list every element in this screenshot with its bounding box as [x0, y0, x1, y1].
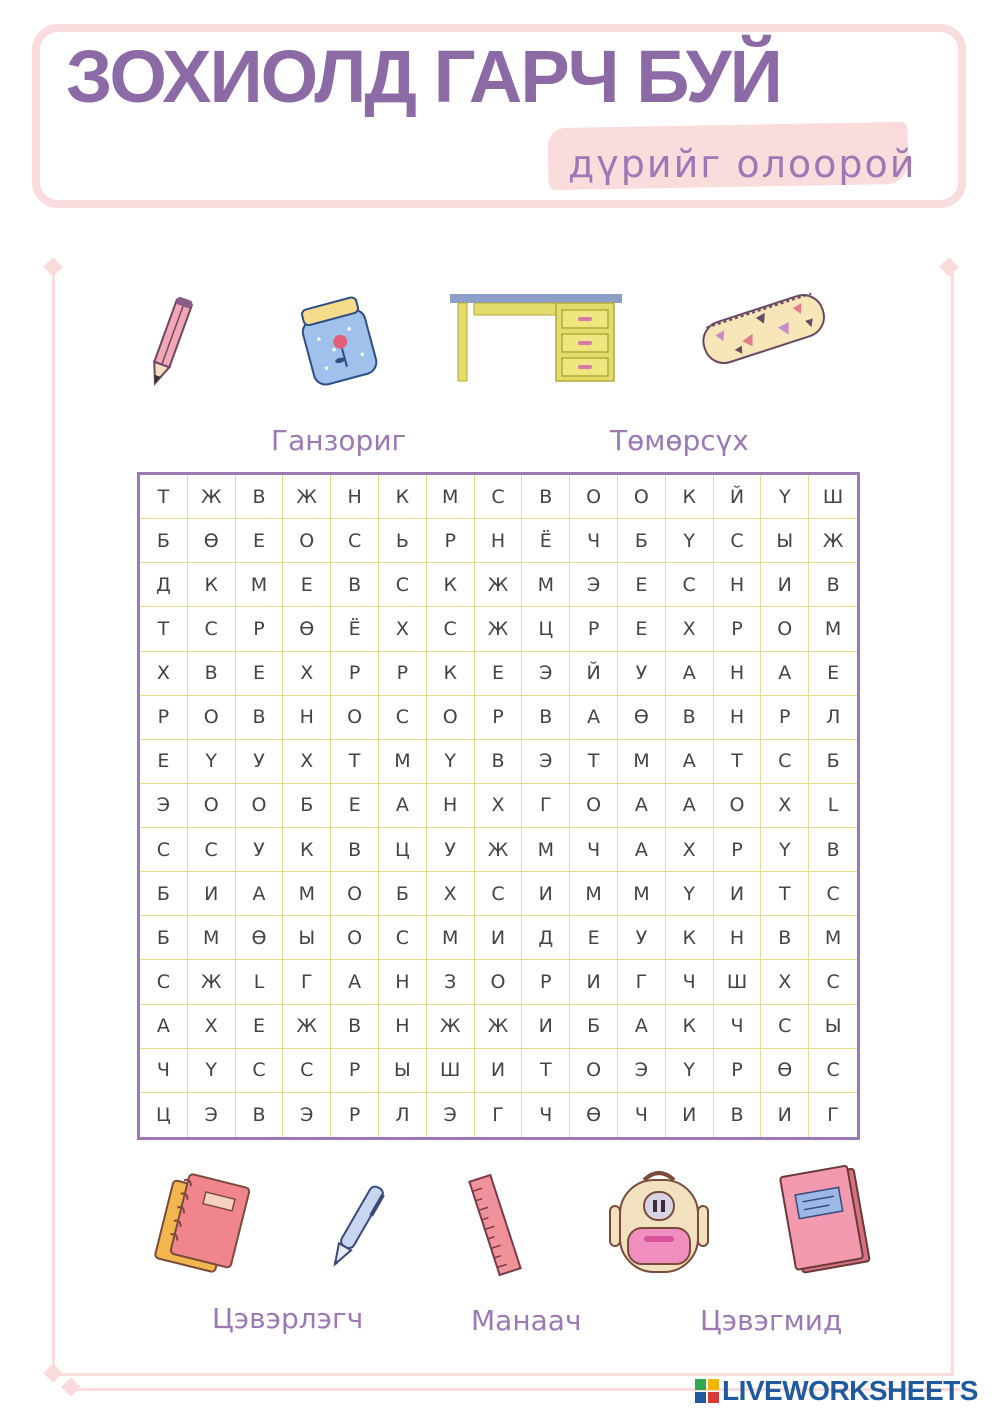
- grid-cell: Р: [331, 652, 379, 696]
- grid-cell: Н: [714, 563, 762, 607]
- grid-cell: Ч: [140, 1049, 188, 1093]
- grid-cell: Б: [140, 916, 188, 960]
- grid-cell: Е: [236, 652, 284, 696]
- grid-cell: Э: [188, 1093, 236, 1137]
- grid-cell: Ү: [761, 828, 809, 872]
- grid-cell: М: [427, 916, 475, 960]
- grid-cell: С: [379, 563, 427, 607]
- grid-cell: О: [236, 784, 284, 828]
- grid-cell: И: [188, 872, 236, 916]
- grid-cell: Ж: [188, 475, 236, 519]
- grid-cell: Ь: [379, 519, 427, 563]
- grid-cell: В: [236, 696, 284, 740]
- grid-cell: И: [475, 1049, 523, 1093]
- page-title: ЗОХИОЛД ГАРЧ БУЙ: [66, 35, 781, 118]
- grid-cell: В: [331, 1005, 379, 1049]
- grid-cell: Н: [379, 1005, 427, 1049]
- grid-cell: Э: [522, 652, 570, 696]
- notebooks-icon: [150, 1170, 254, 1278]
- grid-cell: Т: [331, 740, 379, 784]
- grid-cell: Б: [570, 1005, 618, 1049]
- grid-cell: В: [188, 652, 236, 696]
- grid-cell: У: [427, 828, 475, 872]
- grid-cell: Х: [379, 607, 427, 651]
- grid-cell: М: [618, 872, 666, 916]
- grid-cell: В: [522, 696, 570, 740]
- desk-icon: [448, 292, 624, 384]
- grid-cell: Р: [522, 960, 570, 1004]
- grid-cell: О: [714, 784, 762, 828]
- grid-cell: В: [331, 828, 379, 872]
- grid-cell: Ж: [427, 1005, 475, 1049]
- grid-cell: Ж: [475, 828, 523, 872]
- grid-cell: Н: [427, 784, 475, 828]
- pencil-case-icon: [696, 290, 832, 370]
- grid-cell: С: [140, 960, 188, 1004]
- grid-cell: Е: [331, 784, 379, 828]
- grid-cell: А: [761, 652, 809, 696]
- grid-cell: И: [475, 916, 523, 960]
- grid-cell: В: [809, 563, 857, 607]
- grid-cell: О: [331, 696, 379, 740]
- grid-cell: Р: [714, 607, 762, 651]
- grid-cell: А: [666, 784, 714, 828]
- grid-cell: М: [188, 916, 236, 960]
- grid-cell: Х: [427, 872, 475, 916]
- grid-cell: Э: [570, 563, 618, 607]
- grid-cell: Б: [809, 740, 857, 784]
- grid-cell: В: [236, 1093, 284, 1137]
- grid-cell: М: [236, 563, 284, 607]
- grid-cell: Ё: [331, 607, 379, 651]
- name-tomorsukh: Төмөрсүх: [610, 424, 749, 457]
- frame-corner-diamond: [61, 1377, 81, 1397]
- grid-cell: З: [427, 960, 475, 1004]
- grid-cell: А: [618, 828, 666, 872]
- liveworksheets-logo-icon: [694, 1378, 720, 1404]
- grid-cell: Р: [714, 1049, 762, 1093]
- grid-cell: Ш: [714, 960, 762, 1004]
- grid-cell: Н: [331, 475, 379, 519]
- grid-cell: У: [618, 652, 666, 696]
- grid-cell: И: [761, 563, 809, 607]
- grid-cell: О: [618, 475, 666, 519]
- grid-cell: М: [522, 563, 570, 607]
- grid-cell: К: [379, 475, 427, 519]
- grid-cell: Ы: [283, 916, 331, 960]
- grid-cell: Р: [761, 696, 809, 740]
- grid-cell: Д: [140, 563, 188, 607]
- grid-cell: Х: [188, 1005, 236, 1049]
- grid-cell: К: [666, 1005, 714, 1049]
- grid-cell: А: [140, 1005, 188, 1049]
- grid-cell: Ү: [427, 740, 475, 784]
- grid-cell: Б: [140, 519, 188, 563]
- grid-cell: Т: [761, 872, 809, 916]
- grid-cell: С: [809, 1049, 857, 1093]
- grid-cell: Л: [379, 1093, 427, 1137]
- grid-cell: У: [236, 828, 284, 872]
- grid-cell: В: [714, 1093, 762, 1137]
- grid-cell: Р: [714, 828, 762, 872]
- grid-cell: Б: [379, 872, 427, 916]
- grid-cell: Й: [714, 475, 762, 519]
- grid-cell: Ж: [283, 475, 331, 519]
- grid-cell: С: [666, 563, 714, 607]
- grid-cell: Б: [618, 519, 666, 563]
- name-ganzorig: Ганзориг: [271, 424, 407, 457]
- grid-cell: А: [666, 652, 714, 696]
- grid-cell: Ж: [475, 563, 523, 607]
- grid-cell: А: [666, 740, 714, 784]
- grid-cell: L: [809, 784, 857, 828]
- grid-cell: Ө: [188, 519, 236, 563]
- grid-cell: Е: [475, 652, 523, 696]
- grid-cell: Ө: [761, 1049, 809, 1093]
- grid-cell: С: [761, 1005, 809, 1049]
- grid-cell: Ч: [666, 960, 714, 1004]
- name-tseverlegch: Цэвэрлэгч: [212, 1302, 364, 1335]
- grid-cell: Н: [714, 652, 762, 696]
- grid-cell: С: [427, 607, 475, 651]
- grid-cell: Р: [570, 607, 618, 651]
- grid-cell: Ү: [761, 475, 809, 519]
- word-search-grid: [137, 472, 860, 1140]
- grid-cell: Ш: [427, 1049, 475, 1093]
- grid-cell: Е: [236, 1005, 284, 1049]
- pencil-icon: [140, 294, 200, 390]
- grid-cell: Г: [522, 784, 570, 828]
- grid-cell: Ч: [714, 1005, 762, 1049]
- grid-cell: Х: [283, 652, 331, 696]
- grid-cell: В: [522, 475, 570, 519]
- backpack-icon: [604, 1166, 714, 1276]
- grid-cell: С: [140, 828, 188, 872]
- grid-cell: Й: [570, 652, 618, 696]
- grid-cell: Л: [809, 696, 857, 740]
- grid-cell: Р: [379, 652, 427, 696]
- grid-cell: Е: [618, 607, 666, 651]
- grid-cell: Э: [618, 1049, 666, 1093]
- grid-cell: А: [570, 696, 618, 740]
- grid-cell: А: [379, 784, 427, 828]
- grid-cell: С: [283, 1049, 331, 1093]
- grid-cell: Г: [283, 960, 331, 1004]
- grid-cell: Е: [236, 519, 284, 563]
- grid-cell: Ц: [379, 828, 427, 872]
- grid-cell: Ү: [666, 1049, 714, 1093]
- grid-cell: С: [331, 519, 379, 563]
- grid-cell: М: [809, 916, 857, 960]
- grid-cell: Т: [570, 740, 618, 784]
- grid-cell: Т: [140, 475, 188, 519]
- grid-cell: О: [570, 475, 618, 519]
- grid-cell: К: [666, 916, 714, 960]
- grid-cell: О: [331, 916, 379, 960]
- grid-cell: М: [570, 872, 618, 916]
- grid-cell: Е: [283, 563, 331, 607]
- grid-cell: В: [809, 828, 857, 872]
- page-subtitle: дүрийг олоорой: [568, 142, 917, 186]
- pen-icon: [322, 1176, 392, 1276]
- grid-cell: К: [666, 475, 714, 519]
- ruler-icon: [464, 1172, 526, 1278]
- name-tsevegmid: Цэвэгмид: [700, 1304, 843, 1337]
- grid-cell: Х: [475, 784, 523, 828]
- grid-cell: Ж: [188, 960, 236, 1004]
- grid-cell: О: [570, 784, 618, 828]
- grid-cell: О: [188, 784, 236, 828]
- grid-cell: Ү: [666, 519, 714, 563]
- grid-cell: Н: [379, 960, 427, 1004]
- grid-cell: О: [283, 519, 331, 563]
- grid-cell: С: [188, 828, 236, 872]
- grid-cell: Ч: [522, 1093, 570, 1137]
- grid-cell: Ж: [475, 607, 523, 651]
- grid-cell: С: [188, 607, 236, 651]
- grid-cell: И: [522, 872, 570, 916]
- liveworksheets-logo[interactable]: [694, 1376, 994, 1406]
- grid-cell: Б: [283, 784, 331, 828]
- grid-cell: О: [188, 696, 236, 740]
- grid-cell: Н: [283, 696, 331, 740]
- grid-cell: Р: [236, 607, 284, 651]
- grid-cell: Е: [809, 652, 857, 696]
- grid-cell: Ы: [809, 1005, 857, 1049]
- grid-cell: Ц: [522, 607, 570, 651]
- grid-cell: Т: [522, 1049, 570, 1093]
- grid-cell: Ч: [570, 519, 618, 563]
- grid-cell: Х: [140, 652, 188, 696]
- grid-cell: Ж: [283, 1005, 331, 1049]
- grid-cell: О: [761, 607, 809, 651]
- grid-cell: В: [475, 740, 523, 784]
- grid-cell: М: [618, 740, 666, 784]
- grid-cell: Е: [618, 563, 666, 607]
- grid-cell: Ө: [236, 916, 284, 960]
- grid-cell: А: [236, 872, 284, 916]
- grid-cell: К: [188, 563, 236, 607]
- grid-cell: Ы: [761, 519, 809, 563]
- grid-cell: Р: [427, 519, 475, 563]
- grid-cell: Р: [475, 696, 523, 740]
- grid-cell: Х: [666, 828, 714, 872]
- grid-cell: О: [427, 696, 475, 740]
- grid-cell: Ж: [475, 1005, 523, 1049]
- grid-cell: А: [618, 784, 666, 828]
- grid-cell: Г: [827, 1103, 839, 1126]
- grid-cell: Ш: [809, 475, 857, 519]
- grid-cell: В: [761, 916, 809, 960]
- grid-cell: Г: [475, 1093, 523, 1137]
- grid-cell: Ү: [188, 1049, 236, 1093]
- grid-cell: Р: [331, 1049, 379, 1093]
- grid-cell: С: [475, 872, 523, 916]
- jar-icon: [292, 294, 386, 388]
- grid-cell: Ы: [379, 1049, 427, 1093]
- grid-cell: Ү: [188, 740, 236, 784]
- grid-cell: С: [809, 960, 857, 1004]
- grid-cell: Ч: [618, 1093, 666, 1137]
- grid-cell: Ү: [666, 872, 714, 916]
- grid-cell: И: [714, 872, 762, 916]
- grid-cell: С: [379, 916, 427, 960]
- grid-cell: Э: [522, 740, 570, 784]
- grid-cell: А: [618, 1005, 666, 1049]
- grid-cell: Ө: [283, 607, 331, 651]
- grid-cell: К: [427, 563, 475, 607]
- grid-cell: Д: [522, 916, 570, 960]
- grid-cell: Ө: [570, 1093, 618, 1137]
- grid-cell: С: [761, 740, 809, 784]
- grid-cell: Г: [618, 960, 666, 1004]
- grid-cell: К: [427, 652, 475, 696]
- grid-cell: Т: [140, 607, 188, 651]
- grid-cell: И: [522, 1005, 570, 1049]
- grid-cell: Э: [283, 1093, 331, 1137]
- grid-cell: М: [522, 828, 570, 872]
- grid-cell: Ж: [809, 519, 857, 563]
- grid-cell: С: [475, 475, 523, 519]
- grid-cell: Ё: [522, 519, 570, 563]
- grid-cell: Н: [475, 519, 523, 563]
- grid-cell: М: [809, 607, 857, 651]
- grid-cell: С: [714, 519, 762, 563]
- grid-cell: Э: [427, 1093, 475, 1137]
- grid-cell: Ц: [140, 1093, 188, 1137]
- liveworksheets-logo-text: LIVEWORKSHEETS: [722, 1375, 978, 1406]
- name-manaach: Манаач: [471, 1304, 582, 1337]
- book-icon: [776, 1164, 876, 1276]
- grid-cell: Э: [140, 784, 188, 828]
- grid-cell: Ө: [618, 696, 666, 740]
- grid-cell: Н: [714, 696, 762, 740]
- grid-cell: В: [331, 563, 379, 607]
- grid-cell: С: [809, 872, 857, 916]
- grid-cell: У: [236, 740, 284, 784]
- grid-cell: Х: [666, 607, 714, 651]
- grid-cell: А: [331, 960, 379, 1004]
- grid-cell: Т: [714, 740, 762, 784]
- grid-cell: Х: [283, 740, 331, 784]
- grid-cell: Ч: [570, 828, 618, 872]
- grid-cell: С: [379, 696, 427, 740]
- grid-cell: О: [475, 960, 523, 1004]
- grid-cell: Е: [140, 740, 188, 784]
- grid-cell: В: [236, 475, 284, 519]
- grid-cell: К: [283, 828, 331, 872]
- grid-cell: М: [427, 475, 475, 519]
- grid-cell: В: [666, 696, 714, 740]
- grid-cell: Е: [570, 916, 618, 960]
- grid-cell: Х: [761, 784, 809, 828]
- grid-cell: И: [761, 1093, 809, 1137]
- grid-cell: Р: [140, 696, 188, 740]
- grid-cell: О: [570, 1049, 618, 1093]
- grid-cell: Н: [714, 916, 762, 960]
- grid-cell: У: [618, 916, 666, 960]
- grid-cell: О: [331, 872, 379, 916]
- grid-cell: С: [236, 1049, 284, 1093]
- grid-cell: Х: [761, 960, 809, 1004]
- grid-cell: М: [283, 872, 331, 916]
- grid-cell: М: [379, 740, 427, 784]
- grid-cell: Б: [140, 872, 188, 916]
- grid-cell: И: [666, 1093, 714, 1137]
- grid-cell: L: [236, 960, 284, 1004]
- grid-cell: И: [570, 960, 618, 1004]
- grid-cell: Р: [331, 1093, 379, 1137]
